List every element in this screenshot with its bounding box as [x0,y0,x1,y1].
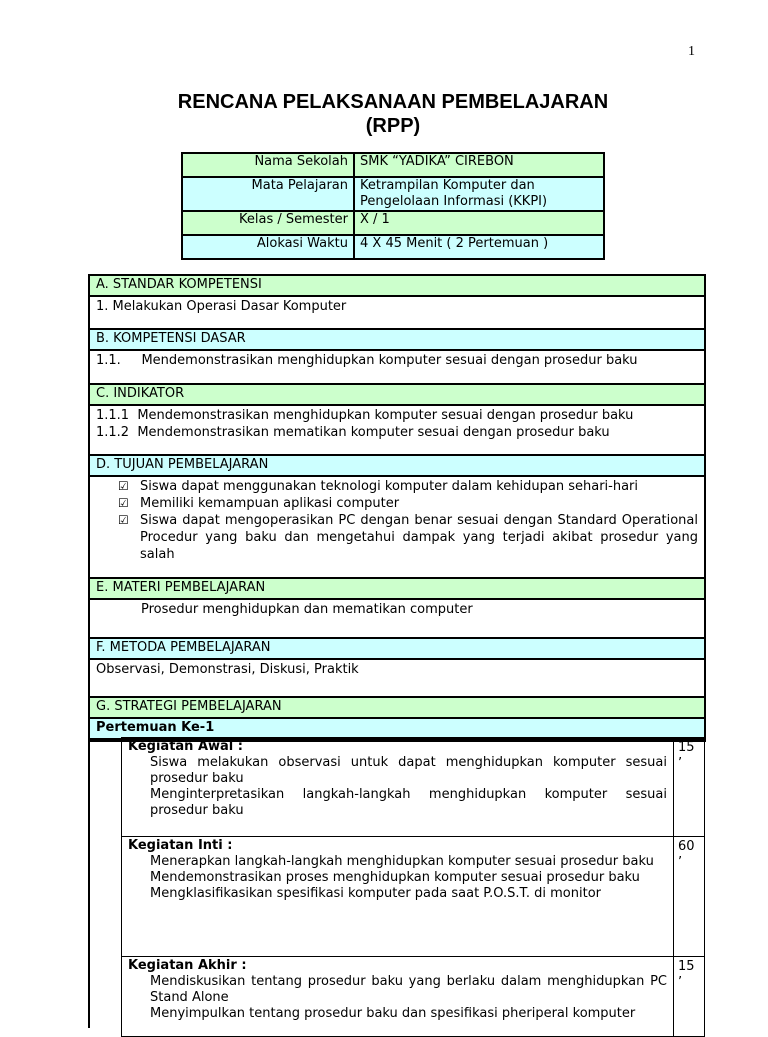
section-line: 1.1. Mendemonstrasikan menghidupkan komputer sesuai dengan prosedur baku [96,353,638,368]
document-title: RENCANA PELAKSANAAN PEMBELAJARAN [177,91,609,113]
info-value: SMK “YADIKA” CIREBON [354,153,604,177]
section-header-standar-kompetensi: A. STANDAR KOMPETENSI [90,276,704,297]
section-header-indikator: C. INDIKATOR [90,385,704,406]
activity-item: Menerapkan langkah-langkah menghidupkan komputer sesuai prosedur baku [150,854,654,869]
page-number: 1 [688,44,695,59]
activity-title: Kegiatan Awal : [128,739,243,754]
activity-table [121,737,705,1037]
activity-title: Kegiatan Akhir : [128,958,247,973]
activity-cell [122,738,674,837]
section-body [90,600,704,639]
section-line: Observasi, Demonstrasi, Diskusi, Praktik [96,662,359,677]
section-line: Prosedur menghidupkan dan mematikan computer [141,602,473,617]
section-line: 1.1.1 Mendemonstrasikan menghidupkan komputer sesuai dengan prosedur baku [96,408,634,423]
section-header-tujuan-pembelajaran: D. TUJUAN PEMBELAJARAN [90,456,704,477]
checkbox-icon: ☑ [118,496,129,510]
activity-item: Menginterpretasikan langkah-langkah menghidupkan komputer sesuai prosedur baku [150,787,667,818]
objective-item [96,512,698,563]
info-value: X / 1 [354,211,604,235]
section-body [90,297,704,330]
checkbox-icon: ☑ [118,513,129,527]
activity-cell [122,837,674,957]
section-body [90,406,704,456]
school-info-table [181,152,605,260]
activity-item: Menyimpulkan tentang prosedur baku dan spesifikasi pheriperal komputer [150,1006,636,1021]
objective-text: Siswa dapat mengoperasikan PC dengan benar sesuai dengan Standard Operational Procedur yang baku dan mengetahui dampak yang terjadi akibat prosedur yang salah [140,513,698,562]
document-subtitle: (RPP) [365,115,421,137]
meeting-label: Pertemuan Ke-1 [90,719,704,740]
info-label: Kelas / Semester [182,211,354,235]
section-line: 1. Melakukan Operasi Dasar Komputer [96,299,347,314]
strategy-left-border [88,738,123,1028]
info-value: 4 X 45 Menit ( 2 Pertemuan ) [354,235,604,259]
section-body [90,660,704,698]
activity-row [122,957,705,1037]
activity-item: Mendemonstrasikan proses menghidupkan komputer sesuai prosedur baku [150,870,640,885]
objective-text: Memiliki kemampuan aplikasi computer [140,496,400,511]
info-label: Nama Sekolah [182,153,354,177]
activity-row [122,738,705,837]
section-header-metoda-pembelajaran: F. METODA PEMBELAJARAN [90,639,704,660]
rpp-section-table [88,274,706,742]
activity-row [122,837,705,957]
objective-item [96,495,698,512]
section-header-strategi-pembelajaran: G. STRATEGI PEMBELAJARAN [90,698,704,719]
activity-cell [122,957,674,1037]
info-label: Alokasi Waktu [182,235,354,259]
activity-duration: 60 ’ [674,837,705,957]
info-label: Mata Pelajaran [182,177,354,211]
activity-item: Siswa melakukan observasi untuk dapat menghidupkan komputer sesuai prosedur baku [150,755,667,786]
checkbox-icon: ☑ [118,479,129,493]
activity-item: Mengklasifikasikan spesifikasi komputer pada saat P.O.S.T. di monitor [150,886,601,901]
activity-duration: 15 ’ [674,957,705,1037]
section-body [90,477,704,579]
section-header-kompetensi-dasar: B. KOMPETENSI DASAR [90,330,704,351]
activity-title: Kegiatan Inti : [128,838,233,853]
section-body [90,351,704,385]
objective-text: Siswa dapat menggunakan teknologi komputer dalam kehidupan sehari-hari [140,479,639,494]
section-header-materi-pembelajaran: E. MATERI PEMBELAJARAN [90,579,704,600]
activity-item: Mendiskusikan tentang prosedur baku yang berlaku dalam menghidupkan PC Stand Alone [150,974,667,1005]
objective-item [96,478,698,495]
activity-duration: 15 ’ [674,738,705,837]
section-line: 1.1.2 Mendemonstrasikan mematikan komputer sesuai dengan prosedur baku [96,425,610,440]
info-value: Ketrampilan Komputer dan Pengelolaan Informasi (KKPI) [354,177,604,211]
